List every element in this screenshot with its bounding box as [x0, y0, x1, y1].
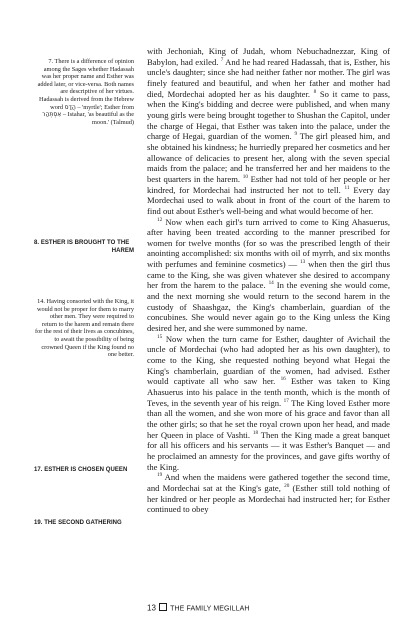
section-heading-8	[34, 239, 134, 255]
verse-text: Then the King made a great banquet for all his officers and his servants — it was Esther's Banquet — and he proclaimed an amnesty for the provinces, and gave gifts worthy of the King.	[147, 429, 390, 472]
verse-text: So it came to pass, when the King's bidding and decree were published, and when many young girls were being brought together to Shushan the Capitol, under the charge of Hegai, that Esther was taken into the palace, under the charge of Hegai, guardian of the women.	[147, 88, 390, 142]
section-heading-8-line2: HAREM	[111, 248, 134, 254]
verse-text: when then the girl thus came to the King, she was given whatever she desired to accompany her from the harem to the palace.	[147, 259, 391, 291]
verse-text: Esther had not told of her people or her kindred, for Mordechai had instructed her not to tell.	[147, 173, 390, 195]
verse-number: 9	[294, 131, 298, 138]
verse-text: Every day Mordechai used to walk about in front of the court of the harem to find out about Esther's well-being and what would become of her.	[147, 184, 390, 216]
verse-text: The King loved Esther more than all the women, and she won more of his grace and favor than all the other girls; so that he set the royal crown upon her head, and made her Queen in place of Vashti.	[147, 397, 390, 440]
paragraph-4	[147, 472, 390, 515]
hebrew-hadassah: הֲדַס	[64, 103, 76, 111]
verse-number: 20	[284, 483, 290, 490]
hebrew-esther: אִסְתְּהַר	[42, 111, 62, 119]
main-text-column	[147, 46, 390, 515]
verse-number: 15	[157, 333, 163, 340]
verse-text: with Jechoniah, King of Judah, whom Nebuchadnezzar, King of Babylon, had exiled.	[147, 46, 390, 67]
glossary-istahar: – Istahar, 'as beautiful as the moon.' (Talmud)	[62, 111, 134, 126]
section-heading-19: 19. THE SECOND GATHERING	[34, 520, 122, 526]
verse-number: 16	[280, 376, 286, 383]
footnote-7-text: 7. There is a difference of opinion among the Sages whether Hadassah was her proper name and Esther was added later, or vice-versa. Both names are descriptive of her virtues.	[37, 58, 134, 96]
verse-text: In the evening she would come, and the next morning she would return to the second harem in the custody of Shaashgaz, the King's chamberlain, guardian of the concubines. She would never again go to the King unless the King desired her, and she were summoned by name.	[147, 280, 390, 334]
footnote-7	[34, 58, 134, 126]
verse-text: Esther was taken to King Ahasuerus into his palace in the tenth month, which is the month of Teves, in the seventh year of his reign.	[147, 376, 390, 408]
page-number: 13	[147, 603, 157, 613]
verse-number: 10	[242, 174, 248, 181]
paragraph-3	[147, 334, 390, 473]
verse-number: 19	[157, 472, 163, 479]
book-title: THE FAMILY MEGILLAH	[170, 605, 250, 613]
verse-text: And when the maidens were gathered together the second time, and Mordechai sat at the King's gate,	[147, 472, 390, 493]
verse-text: And he had reared Hadassah, that is, Esther, his uncle's daughter; since she had neither father nor mother. The girl was finely featured and beautiful, and when her father and mother had died, Mordechai adopted her as his daughter.	[147, 56, 390, 99]
verse-number: 8	[313, 88, 317, 95]
paragraph-1	[147, 46, 390, 217]
section-heading-17: 17. ESTHER IS CHOSEN QUEEN	[34, 467, 128, 473]
paragraph-2	[147, 217, 390, 334]
verse-text: Now when each girl's turn arrived to come to King Ahasuerus, after having been treated according to the manner prescribed for women for twelve months (for so was the prescribed length of their anointing accomplished: six months with oil of myrrh, and six months with perfumes and feminine cosmetics) —	[147, 216, 390, 270]
footnote-14-text: 14. Having consorted with the King, it would not be proper for them to marry other men. They were required to return to the harem and remain there for the rest of their lives as concubines, to await the possibility of being crowned Queen if the King found no one better.	[35, 298, 134, 359]
verse-number: 7	[220, 56, 224, 63]
verse-number: 12	[157, 216, 163, 223]
verse-number: 18	[252, 429, 259, 436]
glossary-myrtle: – 'myrtle'; Esther from	[77, 103, 134, 111]
glossary-hadassah: Hadassah is derived from the Hebrew word	[39, 95, 134, 111]
verse-number: 14	[268, 280, 274, 287]
verse-number: 11	[344, 184, 350, 191]
verse-number: 17	[283, 397, 289, 404]
verse-text: The girl pleased him, and she obtained his kindness; he hurriedly prepared her cosmetics and her allowance of delicacies to present her, along with the seven special maids from the palace; and he transferred her and her maidens to the best quarters in the harem.	[147, 131, 390, 184]
verse-text: Now when the turn came for Esther, daughter of Avichail the uncle of Mordechai (who had adopted her as his own daughter), to come to the King, she requested nothing beyond what Hegai the King's chamberlain, guardian of the women, had advised. Esther would captivate all who saw her.	[147, 333, 390, 387]
square-ornament-icon	[159, 603, 167, 611]
footnote-14	[34, 298, 134, 359]
section-heading-8-line1: 8. ESTHER IS BROUGHT TO THE	[34, 240, 130, 246]
footnote-7-glossary	[34, 96, 134, 126]
verse-text: (Esther still told nothing of her kindred or her people as Mordechai had instructed her; for Esther continued to obey	[147, 482, 391, 515]
page-footer	[147, 603, 250, 613]
verse-number: 13	[300, 259, 306, 266]
